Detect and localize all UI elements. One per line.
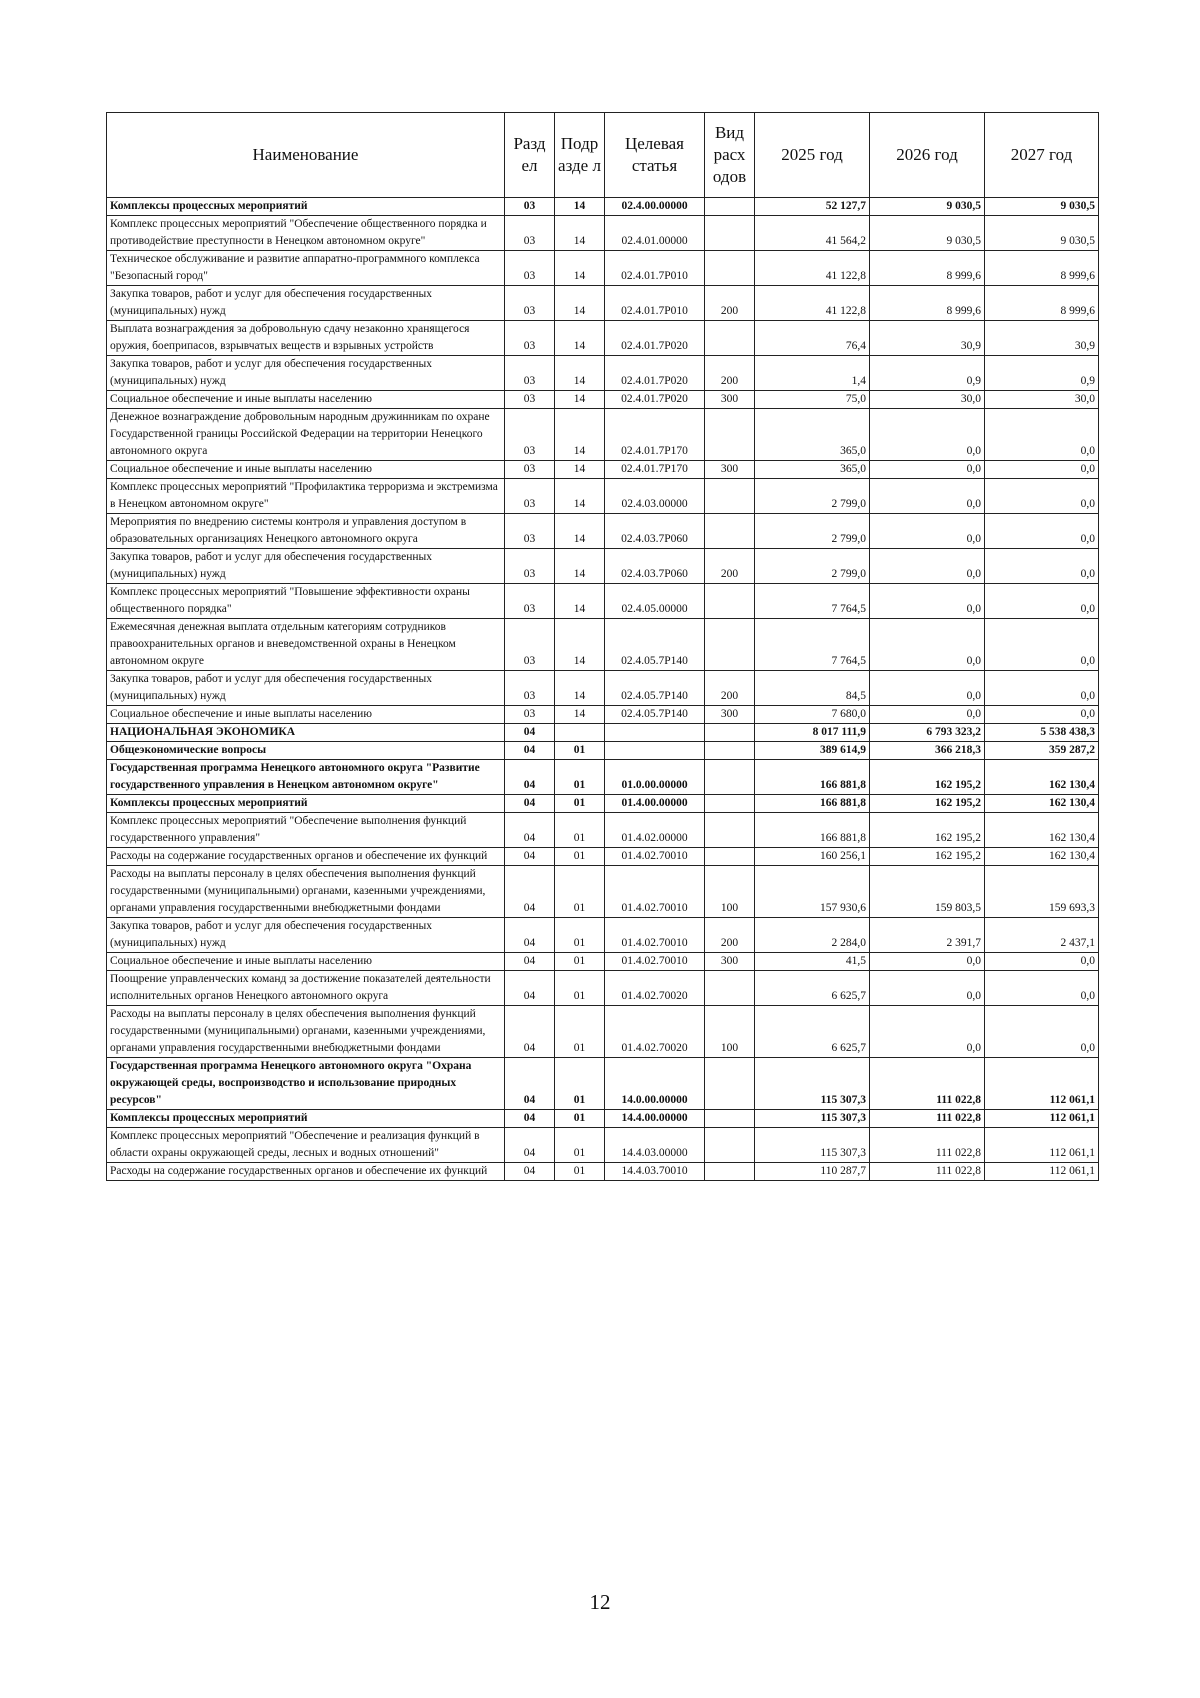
cell-podrazdel: 14 [555, 391, 605, 409]
cell-name: Комплекс процессных мероприятий "Обеспечение общественного порядка и противодействие преступности в Ненецком автономном округе" [107, 216, 505, 251]
table-row [107, 216, 1099, 251]
cell-target-article: 14.4.00.00000 [605, 1110, 705, 1128]
cell-2026: 8 999,6 [870, 286, 985, 321]
cell-podrazdel [555, 724, 605, 742]
cell-2027: 0,0 [985, 549, 1099, 584]
table-row [107, 1058, 1099, 1110]
table-row [107, 918, 1099, 953]
cell-2027: 30,0 [985, 391, 1099, 409]
cell-expense-type: 200 [705, 549, 755, 584]
cell-name: Расходы на выплаты персоналу в целях обеспечения выполнения функций государственными (муниципальными) органами, казенными учреждениями, органами управления государственными внебюджетными фондами [107, 866, 505, 918]
cell-podrazdel: 14 [555, 671, 605, 706]
cell-target-article: 02.4.01.7Р020 [605, 391, 705, 409]
cell-expense-type [705, 619, 755, 671]
cell-2025: 7 764,5 [755, 619, 870, 671]
cell-target-article: 14.0.00.00000 [605, 1058, 705, 1110]
cell-razdel: 03 [505, 286, 555, 321]
cell-podrazdel: 01 [555, 918, 605, 953]
cell-2026: 2 391,7 [870, 918, 985, 953]
cell-2025: 7 680,0 [755, 706, 870, 724]
cell-2025: 389 614,9 [755, 742, 870, 760]
cell-expense-type: 300 [705, 953, 755, 971]
table-row [107, 198, 1099, 216]
cell-expense-type [705, 409, 755, 461]
table-row [107, 953, 1099, 971]
cell-podrazdel: 01 [555, 760, 605, 795]
table-row [107, 461, 1099, 479]
table-row [107, 760, 1099, 795]
cell-2026: 0,0 [870, 1006, 985, 1058]
cell-2026: 111 022,8 [870, 1058, 985, 1110]
table-row [107, 671, 1099, 706]
cell-2027: 162 130,4 [985, 760, 1099, 795]
cell-target-article [605, 742, 705, 760]
cell-expense-type [705, 479, 755, 514]
table-row [107, 251, 1099, 286]
cell-target-article: 01.4.00.00000 [605, 795, 705, 813]
cell-2027: 5 538 438,3 [985, 724, 1099, 742]
cell-name: Закупка товаров, работ и услуг для обеспечения государственных (муниципальных) нужд [107, 286, 505, 321]
cell-name: Закупка товаров, работ и услуг для обеспечения государственных (муниципальных) нужд [107, 356, 505, 391]
header-target-article: Целевая статья [605, 113, 705, 198]
cell-2027: 30,9 [985, 321, 1099, 356]
cell-target-article: 02.4.05.7Р140 [605, 619, 705, 671]
cell-name: Комплексы процессных мероприятий [107, 795, 505, 813]
cell-2027: 0,0 [985, 706, 1099, 724]
cell-target-article: 02.4.05.7Р140 [605, 671, 705, 706]
cell-podrazdel: 14 [555, 706, 605, 724]
cell-razdel: 04 [505, 760, 555, 795]
table-row [107, 409, 1099, 461]
cell-2026: 0,0 [870, 461, 985, 479]
cell-name: Расходы на содержание государственных органов и обеспечение их функций [107, 848, 505, 866]
cell-expense-type: 300 [705, 706, 755, 724]
cell-2026: 0,0 [870, 409, 985, 461]
cell-razdel: 04 [505, 795, 555, 813]
cell-expense-type [705, 760, 755, 795]
cell-name: Комплекс процессных мероприятий "Повышение эффективности охраны общественного порядка" [107, 584, 505, 619]
table-header-row [107, 113, 1099, 198]
cell-podrazdel: 14 [555, 321, 605, 356]
cell-podrazdel: 01 [555, 1058, 605, 1110]
cell-name: Комплекс процессных мероприятий "Обеспечение и реализация функций в области охраны окружающей среды, лесных и водных отношений" [107, 1128, 505, 1163]
cell-podrazdel: 14 [555, 514, 605, 549]
cell-razdel: 04 [505, 1128, 555, 1163]
cell-2026: 162 195,2 [870, 760, 985, 795]
cell-2026: 0,0 [870, 671, 985, 706]
cell-2027: 0,0 [985, 514, 1099, 549]
cell-name: Государственная программа Ненецкого автономного округа "Охрана окружающей среды, воспроизводство и использование природных ресурсов" [107, 1058, 505, 1110]
cell-target-article: 01.4.02.70010 [605, 953, 705, 971]
cell-2025: 166 881,8 [755, 760, 870, 795]
cell-name: Закупка товаров, работ и услуг для обеспечения государственных (муниципальных) нужд [107, 549, 505, 584]
cell-2027: 0,9 [985, 356, 1099, 391]
cell-2027: 162 130,4 [985, 795, 1099, 813]
cell-2025: 166 881,8 [755, 813, 870, 848]
cell-2027: 0,0 [985, 1006, 1099, 1058]
budget-table [106, 112, 1099, 1181]
cell-name: Комплекс процессных мероприятий "Обеспечение выполнения функций государственного управления" [107, 813, 505, 848]
table-row [107, 848, 1099, 866]
cell-podrazdel: 14 [555, 549, 605, 584]
cell-podrazdel: 01 [555, 1006, 605, 1058]
cell-target-article: 02.4.03.7Р060 [605, 514, 705, 549]
cell-2026: 111 022,8 [870, 1110, 985, 1128]
cell-2026: 0,0 [870, 619, 985, 671]
cell-2026: 159 803,5 [870, 866, 985, 918]
cell-2026: 6 793 323,2 [870, 724, 985, 742]
cell-expense-type [705, 1128, 755, 1163]
table-row [107, 514, 1099, 549]
cell-name: Техническое обслуживание и развитие аппаратно-программного комплекса "Безопасный город" [107, 251, 505, 286]
cell-name: Выплата вознаграждения за добровольную сдачу незаконно хранящегося оружия, боеприпасов, взрывчатых веществ и взрывных устройств [107, 321, 505, 356]
cell-podrazdel: 14 [555, 619, 605, 671]
cell-expense-type: 300 [705, 461, 755, 479]
cell-2026: 0,0 [870, 706, 985, 724]
cell-name: Комплексы процессных мероприятий [107, 198, 505, 216]
header-name: Наименование [107, 113, 505, 198]
cell-name: Ежемесячная денежная выплата отдельным категориям сотрудников правоохранительных органов и вневедомственной охраны в Ненецком автономном округе [107, 619, 505, 671]
cell-expense-type [705, 1058, 755, 1110]
cell-razdel: 04 [505, 971, 555, 1006]
cell-2027: 2 437,1 [985, 918, 1099, 953]
table-row [107, 1006, 1099, 1058]
cell-razdel: 03 [505, 461, 555, 479]
table-row [107, 321, 1099, 356]
cell-2025: 6 625,7 [755, 1006, 870, 1058]
cell-2027: 9 030,5 [985, 216, 1099, 251]
table-row [107, 391, 1099, 409]
cell-podrazdel: 14 [555, 356, 605, 391]
cell-podrazdel: 01 [555, 866, 605, 918]
cell-2027: 8 999,6 [985, 251, 1099, 286]
table-row [107, 1163, 1099, 1181]
cell-name: Социальное обеспечение и иные выплаты населению [107, 953, 505, 971]
cell-2025: 52 127,7 [755, 198, 870, 216]
cell-razdel: 03 [505, 321, 555, 356]
header-year-2025: 2025 год [755, 113, 870, 198]
cell-razdel: 03 [505, 198, 555, 216]
cell-expense-type [705, 251, 755, 286]
cell-target-article: 02.4.01.7Р020 [605, 321, 705, 356]
cell-2026: 162 195,2 [870, 848, 985, 866]
cell-target-article: 01.4.02.70010 [605, 848, 705, 866]
table-row [107, 1110, 1099, 1128]
cell-2026: 0,0 [870, 479, 985, 514]
cell-expense-type: 200 [705, 286, 755, 321]
cell-podrazdel: 01 [555, 848, 605, 866]
cell-razdel: 04 [505, 866, 555, 918]
cell-expense-type [705, 216, 755, 251]
cell-target-article: 14.4.03.70010 [605, 1163, 705, 1181]
cell-podrazdel: 01 [555, 1163, 605, 1181]
cell-2025: 157 930,6 [755, 866, 870, 918]
cell-2025: 2 799,0 [755, 479, 870, 514]
cell-podrazdel: 01 [555, 742, 605, 760]
cell-razdel: 04 [505, 953, 555, 971]
table-row [107, 706, 1099, 724]
table-row [107, 479, 1099, 514]
cell-razdel: 03 [505, 356, 555, 391]
cell-podrazdel: 14 [555, 479, 605, 514]
cell-name: Социальное обеспечение и иные выплаты населению [107, 461, 505, 479]
cell-razdel: 03 [505, 549, 555, 584]
cell-target-article: 02.4.01.7Р010 [605, 286, 705, 321]
cell-2026: 111 022,8 [870, 1163, 985, 1181]
cell-expense-type [705, 321, 755, 356]
cell-2025: 115 307,3 [755, 1058, 870, 1110]
cell-target-article: 02.4.01.7Р010 [605, 251, 705, 286]
cell-name: Закупка товаров, работ и услуг для обеспечения государственных (муниципальных) нужд [107, 671, 505, 706]
cell-expense-type [705, 1163, 755, 1181]
cell-razdel: 04 [505, 848, 555, 866]
cell-2026: 0,0 [870, 549, 985, 584]
cell-2025: 7 764,5 [755, 584, 870, 619]
cell-2027: 0,0 [985, 461, 1099, 479]
cell-2025: 41 122,8 [755, 286, 870, 321]
cell-razdel: 03 [505, 479, 555, 514]
cell-2026: 8 999,6 [870, 251, 985, 286]
cell-podrazdel: 01 [555, 1128, 605, 1163]
table-row [107, 813, 1099, 848]
cell-2025: 41,5 [755, 953, 870, 971]
cell-2027: 0,0 [985, 479, 1099, 514]
table-row [107, 971, 1099, 1006]
cell-target-article: 02.4.01.7Р020 [605, 356, 705, 391]
cell-razdel: 04 [505, 918, 555, 953]
cell-target-article: 01.4.02.70020 [605, 1006, 705, 1058]
cell-podrazdel: 14 [555, 584, 605, 619]
cell-expense-type [705, 813, 755, 848]
cell-2025: 8 017 111,9 [755, 724, 870, 742]
page-number: 12 [589, 1590, 611, 1614]
cell-razdel: 04 [505, 1110, 555, 1128]
cell-2025: 76,4 [755, 321, 870, 356]
cell-2025: 1,4 [755, 356, 870, 391]
cell-2025: 2 799,0 [755, 514, 870, 549]
table-row [107, 795, 1099, 813]
table-row [107, 724, 1099, 742]
cell-2026: 30,0 [870, 391, 985, 409]
cell-2025: 110 287,7 [755, 1163, 870, 1181]
cell-2026: 9 030,5 [870, 216, 985, 251]
cell-2025: 2 799,0 [755, 549, 870, 584]
cell-expense-type [705, 848, 755, 866]
cell-razdel: 03 [505, 706, 555, 724]
cell-target-article: 02.4.03.00000 [605, 479, 705, 514]
cell-target-article [605, 724, 705, 742]
cell-podrazdel: 14 [555, 409, 605, 461]
cell-name: Расходы на содержание государственных органов и обеспечение их функций [107, 1163, 505, 1181]
cell-2027: 112 061,1 [985, 1058, 1099, 1110]
cell-2026: 366 218,3 [870, 742, 985, 760]
header-razdel: Разд ел [505, 113, 555, 198]
cell-target-article: 02.4.01.7Р170 [605, 409, 705, 461]
cell-2026: 30,9 [870, 321, 985, 356]
cell-2026: 162 195,2 [870, 813, 985, 848]
table-body [107, 198, 1099, 1181]
cell-2027: 112 061,1 [985, 1110, 1099, 1128]
cell-podrazdel: 14 [555, 216, 605, 251]
cell-2025: 365,0 [755, 409, 870, 461]
cell-expense-type: 100 [705, 1006, 755, 1058]
cell-razdel: 03 [505, 216, 555, 251]
cell-2026: 111 022,8 [870, 1128, 985, 1163]
cell-podrazdel: 01 [555, 813, 605, 848]
table-row [107, 742, 1099, 760]
cell-2025: 6 625,7 [755, 971, 870, 1006]
cell-expense-type: 100 [705, 866, 755, 918]
cell-2027: 0,0 [985, 409, 1099, 461]
table-row [107, 356, 1099, 391]
cell-2025: 41 122,8 [755, 251, 870, 286]
cell-2025: 2 284,0 [755, 918, 870, 953]
table-row [107, 549, 1099, 584]
cell-name: Социальное обеспечение и иные выплаты населению [107, 706, 505, 724]
cell-target-article: 01.0.00.00000 [605, 760, 705, 795]
cell-2025: 166 881,8 [755, 795, 870, 813]
cell-expense-type: 300 [705, 391, 755, 409]
cell-podrazdel: 14 [555, 251, 605, 286]
cell-razdel: 03 [505, 251, 555, 286]
table-row [107, 1128, 1099, 1163]
cell-target-article: 01.4.02.70020 [605, 971, 705, 1006]
cell-podrazdel: 14 [555, 286, 605, 321]
cell-podrazdel: 14 [555, 461, 605, 479]
cell-target-article: 02.4.01.00000 [605, 216, 705, 251]
cell-target-article: 02.4.00.00000 [605, 198, 705, 216]
cell-razdel: 04 [505, 1058, 555, 1110]
cell-2026: 9 030,5 [870, 198, 985, 216]
cell-name: Комплекс процессных мероприятий "Профилактика терроризма и экстремизма в Ненецком автономном округе" [107, 479, 505, 514]
cell-name: Закупка товаров, работ и услуг для обеспечения государственных (муниципальных) нужд [107, 918, 505, 953]
table-row [107, 619, 1099, 671]
cell-name: Расходы на выплаты персоналу в целях обеспечения выполнения функций государственными (муниципальными) органами, казенными учреждениями, органами управления государственными внебюджетными фондами [107, 1006, 505, 1058]
cell-target-article: 01.4.02.70010 [605, 866, 705, 918]
cell-2025: 75,0 [755, 391, 870, 409]
cell-2025: 160 256,1 [755, 848, 870, 866]
cell-2025: 365,0 [755, 461, 870, 479]
cell-2025: 115 307,3 [755, 1128, 870, 1163]
cell-2027: 9 030,5 [985, 198, 1099, 216]
cell-target-article: 01.4.02.70010 [605, 918, 705, 953]
cell-2027: 0,0 [985, 619, 1099, 671]
cell-target-article: 02.4.01.7Р170 [605, 461, 705, 479]
cell-razdel: 03 [505, 584, 555, 619]
cell-2027: 112 061,1 [985, 1128, 1099, 1163]
cell-target-article: 14.4.03.00000 [605, 1128, 705, 1163]
cell-expense-type: 200 [705, 356, 755, 391]
header-expense-type: Вид расх одов [705, 113, 755, 198]
cell-2026: 0,0 [870, 953, 985, 971]
cell-razdel: 04 [505, 1163, 555, 1181]
cell-2027: 159 693,3 [985, 866, 1099, 918]
cell-expense-type [705, 724, 755, 742]
cell-expense-type: 200 [705, 671, 755, 706]
cell-2025: 84,5 [755, 671, 870, 706]
cell-expense-type [705, 584, 755, 619]
cell-2027: 162 130,4 [985, 848, 1099, 866]
cell-razdel: 04 [505, 724, 555, 742]
cell-2026: 162 195,2 [870, 795, 985, 813]
cell-2027: 162 130,4 [985, 813, 1099, 848]
cell-2026: 0,0 [870, 971, 985, 1006]
cell-2027: 359 287,2 [985, 742, 1099, 760]
cell-razdel: 04 [505, 742, 555, 760]
cell-target-article: 01.4.02.00000 [605, 813, 705, 848]
cell-2027: 0,0 [985, 584, 1099, 619]
cell-expense-type [705, 1110, 755, 1128]
cell-expense-type [705, 514, 755, 549]
cell-razdel: 03 [505, 671, 555, 706]
cell-target-article: 02.4.05.7Р140 [605, 706, 705, 724]
cell-2025: 115 307,3 [755, 1110, 870, 1128]
cell-name: Социальное обеспечение и иные выплаты населению [107, 391, 505, 409]
cell-name: НАЦИОНАЛЬНАЯ ЭКОНОМИКА [107, 724, 505, 742]
cell-2027: 0,0 [985, 971, 1099, 1006]
header-year-2027: 2027 год [985, 113, 1099, 198]
cell-podrazdel: 01 [555, 971, 605, 1006]
cell-2027: 0,0 [985, 953, 1099, 971]
cell-name: Мероприятия по внедрению системы контроля и управления доступом в образовательных организациях Ненецкого автономного округа [107, 514, 505, 549]
cell-name: Комплексы процессных мероприятий [107, 1110, 505, 1128]
cell-2025: 41 564,2 [755, 216, 870, 251]
cell-podrazdel: 14 [555, 198, 605, 216]
cell-razdel: 03 [505, 391, 555, 409]
cell-2026: 0,0 [870, 584, 985, 619]
cell-podrazdel: 01 [555, 795, 605, 813]
cell-2027: 112 061,1 [985, 1163, 1099, 1181]
cell-name: Общеэкономические вопросы [107, 742, 505, 760]
cell-expense-type [705, 198, 755, 216]
cell-target-article: 02.4.05.00000 [605, 584, 705, 619]
table-row [107, 866, 1099, 918]
cell-podrazdel: 01 [555, 953, 605, 971]
cell-expense-type [705, 795, 755, 813]
cell-razdel: 03 [505, 619, 555, 671]
header-year-2026: 2026 год [870, 113, 985, 198]
cell-razdel: 03 [505, 409, 555, 461]
cell-razdel: 04 [505, 1006, 555, 1058]
cell-2027: 0,0 [985, 671, 1099, 706]
cell-name: Государственная программа Ненецкого автономного округа "Развитие государственного управления в Ненецком автономном округе" [107, 760, 505, 795]
cell-2026: 0,9 [870, 356, 985, 391]
cell-razdel: 04 [505, 813, 555, 848]
cell-name: Денежное вознаграждение добровольным народным дружинникам по охране Государственной границы Российской Федерации на территории Ненецкого автономного округа [107, 409, 505, 461]
cell-expense-type [705, 742, 755, 760]
table-row [107, 584, 1099, 619]
cell-razdel: 03 [505, 514, 555, 549]
table-row [107, 286, 1099, 321]
header-podrazdel: Подр азде л [555, 113, 605, 198]
cell-2027: 8 999,6 [985, 286, 1099, 321]
cell-expense-type [705, 971, 755, 1006]
cell-podrazdel: 01 [555, 1110, 605, 1128]
cell-expense-type: 200 [705, 918, 755, 953]
cell-2026: 0,0 [870, 514, 985, 549]
cell-target-article: 02.4.03.7Р060 [605, 549, 705, 584]
cell-name: Поощрение управленческих команд за достижение показателей деятельности исполнительных органов Ненецкого автономного округа [107, 971, 505, 1006]
